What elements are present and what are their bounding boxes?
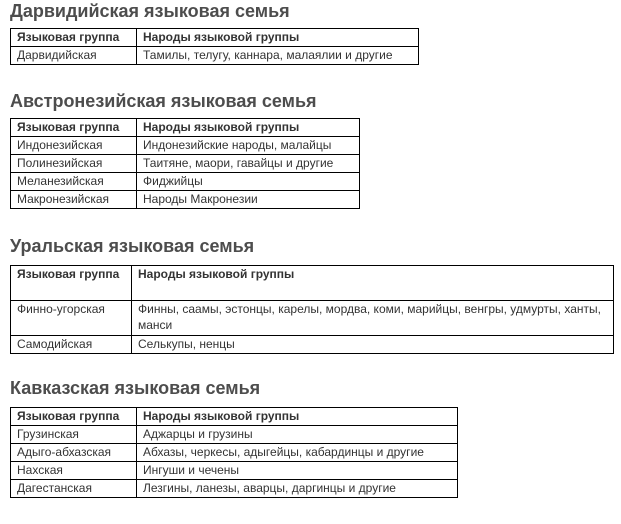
section-caucasian [10,377,458,498]
cell-language-group: Самодийская [11,336,132,354]
cell-peoples: Финны, саамы, эстонцы, карелы, мордва, коми, марийцы, венгры, удмурты, ханты, манси [132,301,614,336]
table-row [11,336,614,354]
cell-peoples: Народы Макронезии [137,191,360,209]
language-table [10,118,360,209]
cell-peoples: Лезгины, ланезы, аварцы, даргинцы и другие [137,480,458,498]
cell-peoples: Аджарцы и грузины [137,426,458,444]
header-peoples: Народы языковой группы [137,29,419,47]
table-row [11,480,458,498]
table-row [11,462,458,480]
table-header-row [11,408,458,426]
cell-language-group: Индонезийская [11,137,137,155]
table-row [11,173,360,191]
cell-language-group: Грузинская [11,426,137,444]
header-peoples: Народы языковой группы [137,119,360,137]
table-row [11,426,458,444]
cell-language-group: Дагестанская [11,480,137,498]
cell-peoples: Ингуши и чечены [137,462,458,480]
table-header-row [11,266,614,301]
cell-language-group: Дарвидийская [11,47,137,65]
table-row [11,137,360,155]
cell-language-group: Адыго-абхазская [11,444,137,462]
cell-language-group: Полинезийская [11,155,137,173]
cell-language-group: Меланезийская [11,173,137,191]
section-austronesian [10,90,360,209]
section-title: Дарвидийская языковая семья [10,1,290,21]
language-table [10,28,419,65]
cell-language-group: Финно-угорская [11,301,132,336]
table-row [11,301,614,336]
cell-peoples: Фиджийцы [137,173,360,191]
section-dravidian [10,0,419,65]
language-table [10,407,458,498]
table-header-row [11,29,419,47]
table-row [11,47,419,65]
header-peoples: Народы языковой группы [132,266,614,301]
header-language-group: Языковая группа [11,408,137,426]
header-language-group: Языковая группа [11,29,137,47]
cell-language-group: Макронезийская [11,191,137,209]
cell-peoples: Селькупы, ненцы [132,336,614,354]
section-title: Австронезийская языковая семья [10,91,317,111]
header-peoples: Народы языковой группы [137,408,458,426]
cell-peoples: Тамилы, телугу, каннара, малаялии и другие [137,47,419,65]
section-title: Кавказская языковая семья [10,378,261,398]
table-row [11,191,360,209]
section-title: Уральская языковая семья [10,236,255,256]
header-language-group: Языковая группа [11,119,137,137]
cell-language-group: Нахская [11,462,137,480]
section-uralic [10,235,614,354]
table-header-row [11,119,360,137]
table-row [11,155,360,173]
cell-peoples: Индонезийские народы, малайцы [137,137,360,155]
cell-peoples: Абхазы, черкесы, адыгейцы, кабардинцы и другие [137,444,458,462]
header-language-group: Языковая группа [11,266,132,301]
table-row [11,444,458,462]
cell-peoples: Таитяне, маори, гавайцы и другие [137,155,360,173]
language-table [10,265,614,354]
